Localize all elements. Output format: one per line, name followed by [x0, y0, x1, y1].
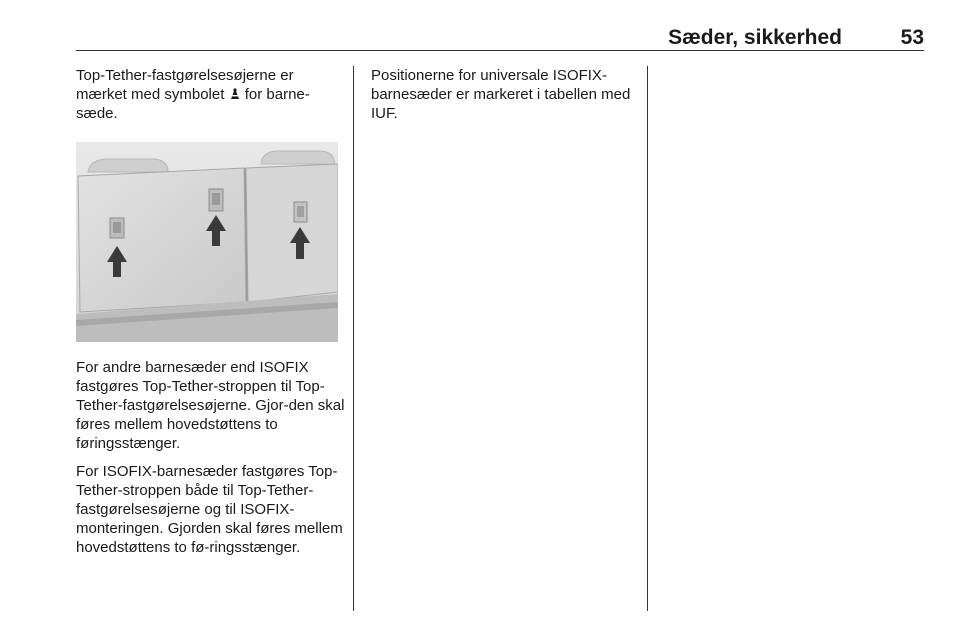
page-header — [76, 24, 924, 50]
column-left-top — [76, 66, 344, 123]
column-left-bottom — [76, 358, 348, 566]
paragraph-non-isofix: For andre barnesæder end ISOFIX fastgøres Top-Tether-stroppen til Top-Tether-fastgørelsesøjerne. Gjor-den skal føres mellem hovedstøttens to føringsstænger. — [76, 359, 345, 452]
page-number: 53 — [900, 26, 924, 49]
paragraph-iuf: Positionerne for universale ISOFIX-barnesæder er markeret i tabellen med IUF. — [371, 67, 631, 122]
tether-label — [110, 218, 124, 238]
intro-text-end: for barne-sæde. — [76, 86, 310, 122]
seatback-tether-illustration — [76, 142, 338, 342]
paragraph-isofix: For ISOFIX-barnesæder fastgøres Top-Tether-stroppen både til Top-Tether-fastgørelsesøjerne og til ISOFIX-monteringen. Gjorden skal føres mellem hovedstøttens to fø-ringsstænger. — [76, 463, 343, 556]
intro-text-start: Top-Tether-fastgørelsesøjerne er mærket med symbolet — [76, 67, 294, 103]
column-divider — [647, 66, 648, 611]
column-divider — [353, 66, 354, 611]
intro-paragraph — [76, 66, 344, 123]
top-tether-icon — [229, 88, 241, 100]
header-rule — [76, 50, 924, 51]
tether-label — [209, 189, 223, 211]
tether-label — [294, 202, 307, 222]
section-title: Sæder, sikkerhed — [668, 26, 842, 49]
column-middle — [371, 66, 635, 132]
